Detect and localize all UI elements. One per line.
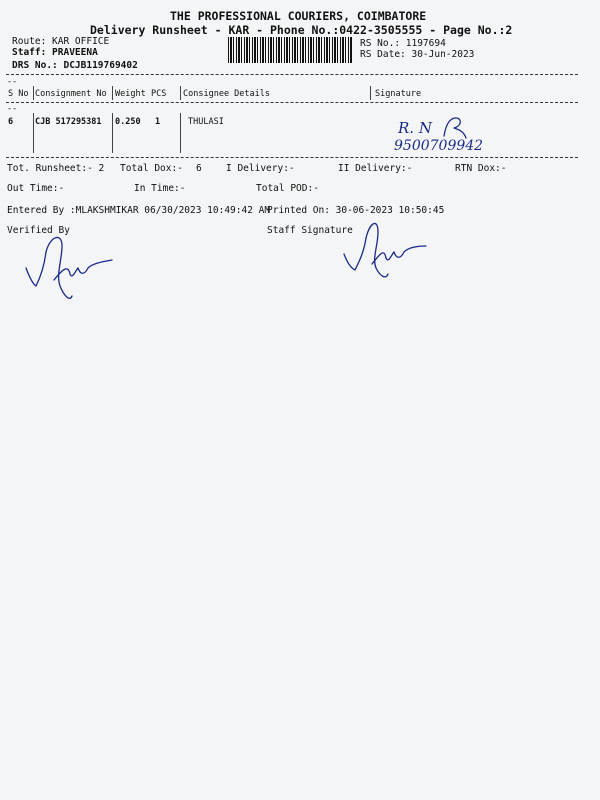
runsheet-title: Delivery Runsheet - KAR - Phone No.:0422-3505555 - Page No.:2 xyxy=(90,23,513,37)
route-label: Route: KAR OFFICE xyxy=(12,36,110,47)
col-header-pcs: PCS xyxy=(151,89,167,99)
out-time: Out Time:- xyxy=(7,183,65,194)
divider xyxy=(6,74,578,75)
ii-delivery: II Delivery:- xyxy=(338,163,413,174)
staff-signature-icon xyxy=(338,210,433,285)
table-row-consignee: THULASI xyxy=(188,117,224,127)
staff-signature-label: Staff Signature xyxy=(267,225,353,236)
col-header-consignee: Consignee Details xyxy=(183,89,270,99)
in-time: In Time:- xyxy=(134,183,186,194)
total-pod: Total POD:- xyxy=(256,183,319,194)
col-divider xyxy=(33,113,34,153)
verified-by-label: Verified By xyxy=(7,225,70,236)
col-divider xyxy=(180,86,181,100)
col-divider xyxy=(33,86,34,100)
col-header-weight: Weight xyxy=(115,89,146,99)
table-row-sno: 6 xyxy=(8,117,14,127)
total-dox-value: 6 xyxy=(196,163,202,174)
divider xyxy=(6,102,578,103)
verifier-signature-icon xyxy=(20,230,120,305)
table-row-consignment: CJB 517295381 xyxy=(35,117,102,127)
receiver-signature-phone: 9500709942 xyxy=(394,138,484,154)
total-dox-label: Total Dox:- xyxy=(120,163,183,174)
barcode xyxy=(228,37,352,63)
col-header-signature: Signature xyxy=(375,89,422,99)
lead-mark: -- xyxy=(7,104,18,114)
i-delivery: I Delivery:- xyxy=(226,163,295,174)
company-title: THE PROFESSIONAL COURIERS, COIMBATORE xyxy=(170,9,427,23)
rtn-dox: RTN Dox:- xyxy=(455,163,507,174)
rs-number: RS No.: 1197694 xyxy=(360,38,446,49)
printed-on: Printed On: 30-06-2023 10:50:45 xyxy=(267,205,445,216)
col-divider xyxy=(370,86,371,100)
col-header-consignment: Consignment No xyxy=(35,89,107,99)
staff-label: Staff: PRAVEENA xyxy=(12,47,98,58)
table-row-weight: 0.250 xyxy=(115,117,141,127)
receiver-signature-name: R. N xyxy=(398,119,432,137)
col-divider xyxy=(180,113,181,153)
col-header-sno: S No xyxy=(8,89,29,99)
col-divider xyxy=(112,86,113,100)
lead-mark: -- xyxy=(7,77,18,87)
col-divider xyxy=(112,113,113,153)
tot-runsheet: Tot. Runsheet:- 2 xyxy=(7,163,105,174)
rs-date: RS Date: 30-Jun-2023 xyxy=(360,49,475,60)
table-row-pcs: 1 xyxy=(155,117,161,127)
drs-number: DRS No.: DCJB119769402 xyxy=(12,60,138,71)
divider xyxy=(6,157,578,158)
entered-by: Entered By :MLAKSHMIKAR 06/30/2023 10:49:42 AM xyxy=(7,205,271,216)
